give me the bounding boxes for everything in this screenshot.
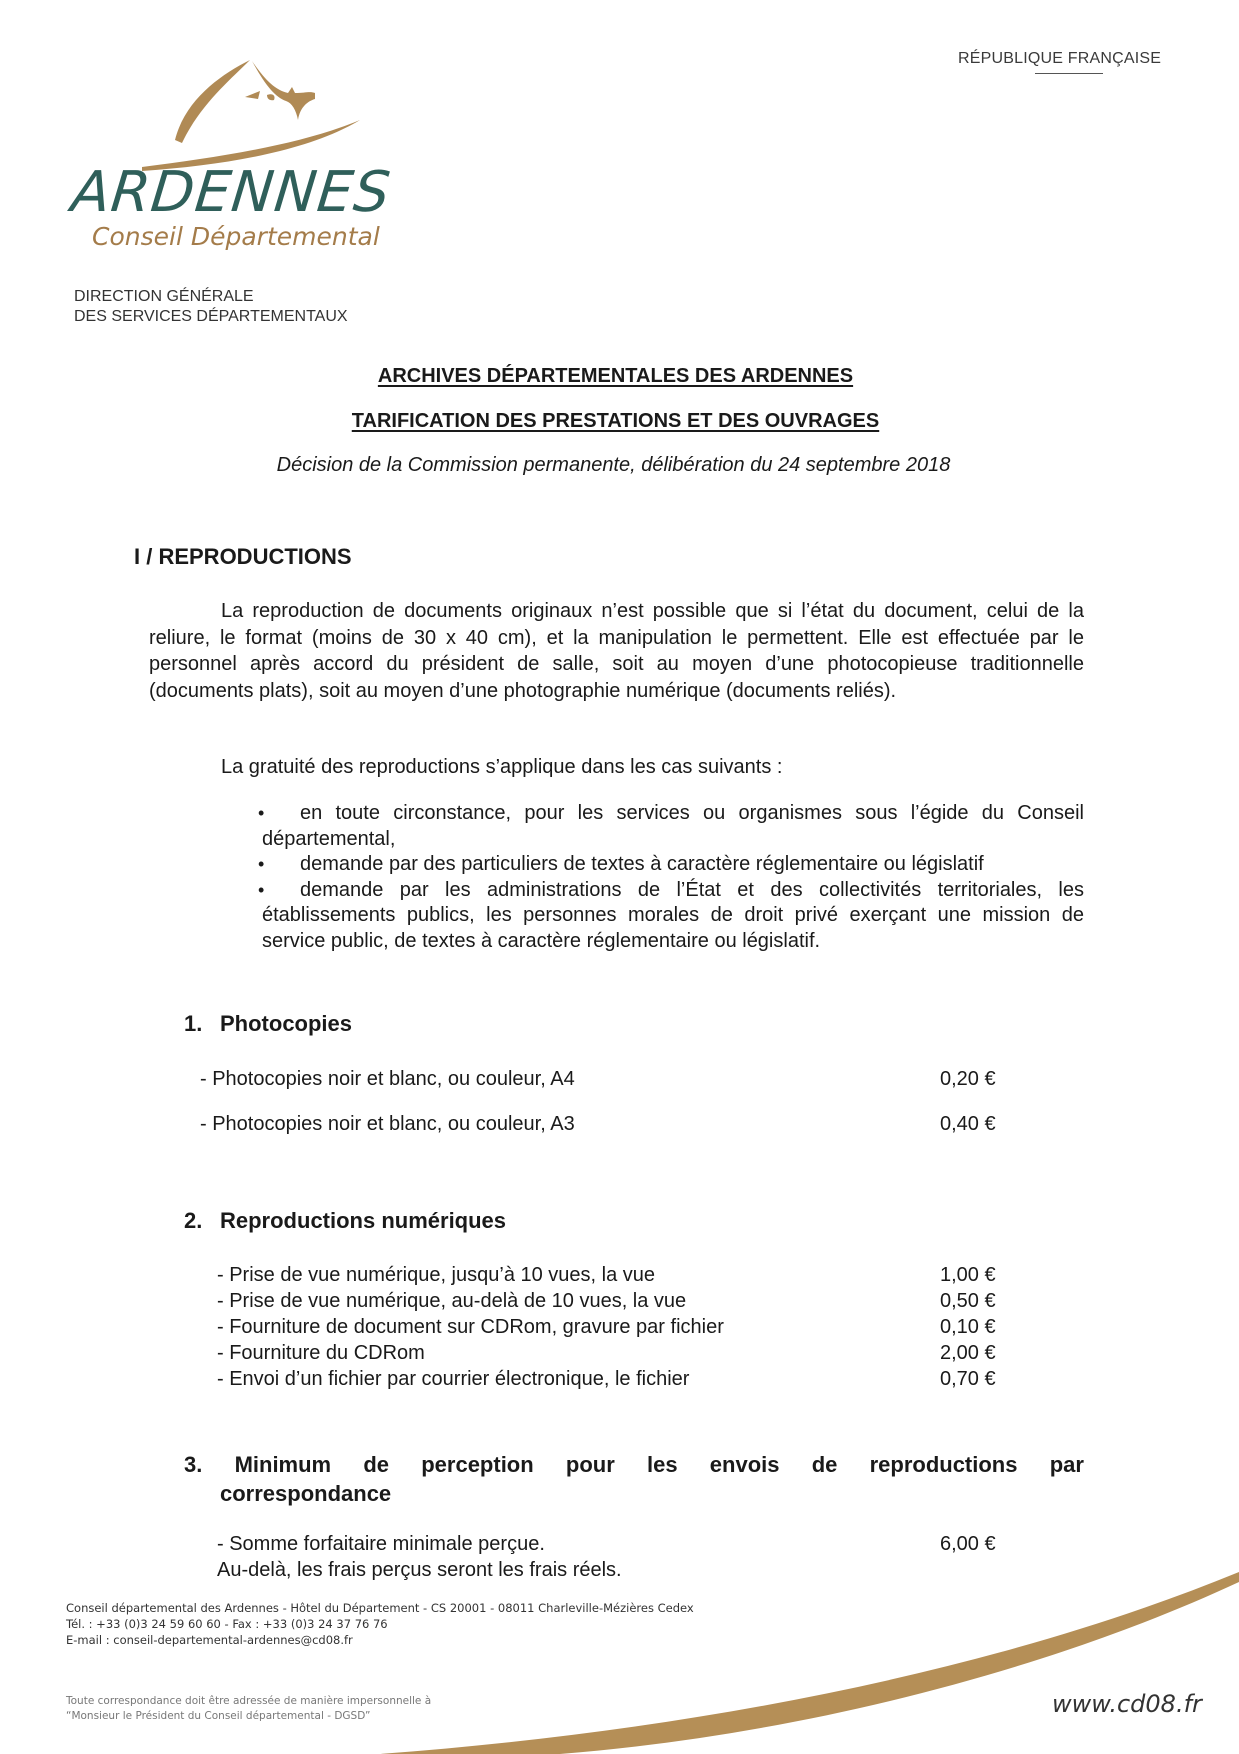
price-row xyxy=(217,1316,1030,1339)
price-label: - Fourniture de document sur CDRom, gravure par fichier xyxy=(217,1316,724,1338)
price-row xyxy=(217,1264,1030,1287)
price-value: 6,00 € xyxy=(940,1533,996,1555)
footer-swoosh-decoration xyxy=(0,1560,1239,1754)
list-item: •demande par les administrations de l’État et des collectivités territoriales, les établissements publics, les personnes morales de droit privé exerçant une mission de service public, de textes à caractère réglementaire ou législatif. xyxy=(262,878,1084,955)
heading-line-2: correspondance xyxy=(220,1481,392,1506)
price-label: - Photocopies noir et blanc, ou couleur, A3 xyxy=(200,1113,575,1135)
price-label: - Envoi d’un fichier par courrier électronique, le fichier xyxy=(217,1368,690,1390)
heading-line-1: 3. Minimum de perception pour les envois de reproductions par xyxy=(184,1452,1084,1477)
section-heading-reproductions: I / REPRODUCTIONS xyxy=(134,544,352,569)
direction-line-1: DIRECTION GÉNÉRALE xyxy=(74,288,254,305)
bullet-icon xyxy=(262,801,300,827)
list-item: •demande par des particuliers de textes à caractère réglementaire ou législatif xyxy=(262,852,1084,878)
minimum-note: Au-delà, les frais perçus seront les frais réels. xyxy=(217,1559,622,1581)
price-row xyxy=(217,1533,1030,1556)
republique-underline xyxy=(1035,73,1103,74)
gratuite-intro: La gratuité des reproductions s’applique dans les cas suivants : xyxy=(221,756,783,778)
bullet-icon xyxy=(262,878,300,904)
website-link[interactable]: www.cd08.fr xyxy=(1052,1690,1202,1718)
price-label: - Somme forfaitaire minimale perçue. xyxy=(217,1533,545,1555)
price-value: 0,10 € xyxy=(940,1316,996,1338)
direction-block xyxy=(74,287,348,327)
price-label: - Prise de vue numérique, au-delà de 10 vues, la vue xyxy=(217,1290,687,1312)
price-row xyxy=(200,1068,1030,1091)
document-title: ARCHIVES DÉPARTEMENTALES DES ARDENNES xyxy=(377,365,854,387)
price-value: 1,00 € xyxy=(940,1264,996,1286)
price-row xyxy=(200,1113,1030,1136)
footer-phone: Tél. : +33 (0)3 24 59 60 60 - Fax : +33 (0)3 24 37 76 76 xyxy=(66,1617,388,1631)
price-row xyxy=(217,1290,1030,1313)
price-label: - Prise de vue numérique, jusqu’à 10 vues, la vue xyxy=(217,1264,656,1286)
direction-line-2: DES SERVICES DÉPARTEMENTAUX xyxy=(74,308,348,325)
footer-correspondence-note: Toute correspondance doit être adressée de manière impersonnelle à “Monsieur le Président du Conseil départemental - DGSD” xyxy=(66,1695,432,1722)
list-item: •en toute circonstance, pour les services ou organismes sous l’égide du Conseil départemental, xyxy=(262,801,1084,852)
price-value: 0,20 € xyxy=(940,1068,996,1090)
gratuite-list xyxy=(262,801,1084,954)
heading-photocopies: 1. Photocopies xyxy=(184,1011,353,1036)
heading-reproductions-numeriques: 2. Reproductions numériques xyxy=(184,1208,507,1233)
price-value: 0,70 € xyxy=(940,1368,996,1390)
price-row xyxy=(217,1368,1030,1391)
document-subtitle-heading: TARIFICATION DES PRESTATIONS ET DES OUVRAGES xyxy=(351,410,880,432)
footer-address: Conseil départemental des Ardennes - Hôtel du Département - CS 20001 - 08011 Charleville-Mézières Cedex xyxy=(66,1601,694,1615)
footer-email[interactable]: E-mail : conseil-departemental-ardennes@cd08.fr xyxy=(66,1633,353,1647)
logo-subtitle: Conseil Départemental xyxy=(92,222,380,251)
price-label: - Photocopies noir et blanc, ou couleur, A4 xyxy=(200,1068,575,1090)
heading-minimum-perception xyxy=(184,1450,1084,1508)
decision-line: Décision de la Commission permanente, délibération du 24 septembre 2018 xyxy=(276,454,951,476)
price-label: - Fourniture du CDRom xyxy=(217,1342,425,1364)
price-value: 2,00 € xyxy=(940,1342,996,1364)
bullet-icon xyxy=(262,852,300,878)
republique-francaise-label: RÉPUBLIQUE FRANÇAISE xyxy=(958,50,1162,67)
price-value: 0,50 € xyxy=(940,1290,996,1312)
intro-paragraph-text: La reproduction de documents originaux n’est possible que si l’état du document, celui de la reliure, le format (moins de 30 x 40 cm), et la manipulation le permettent. Elle est effectuée par le personnel après accord du président de salle, soit au moyen d’une photocopieuse traditionnelle (documents plats), soit au moyen d’une photographie numérique (documents reliés). xyxy=(149,600,1084,702)
price-value: 0,40 € xyxy=(940,1113,996,1135)
logo-wordmark: ARDENNES xyxy=(68,160,394,225)
footer-address-block xyxy=(66,1600,694,1648)
price-row xyxy=(217,1342,1030,1365)
intro-paragraph xyxy=(149,598,1084,704)
